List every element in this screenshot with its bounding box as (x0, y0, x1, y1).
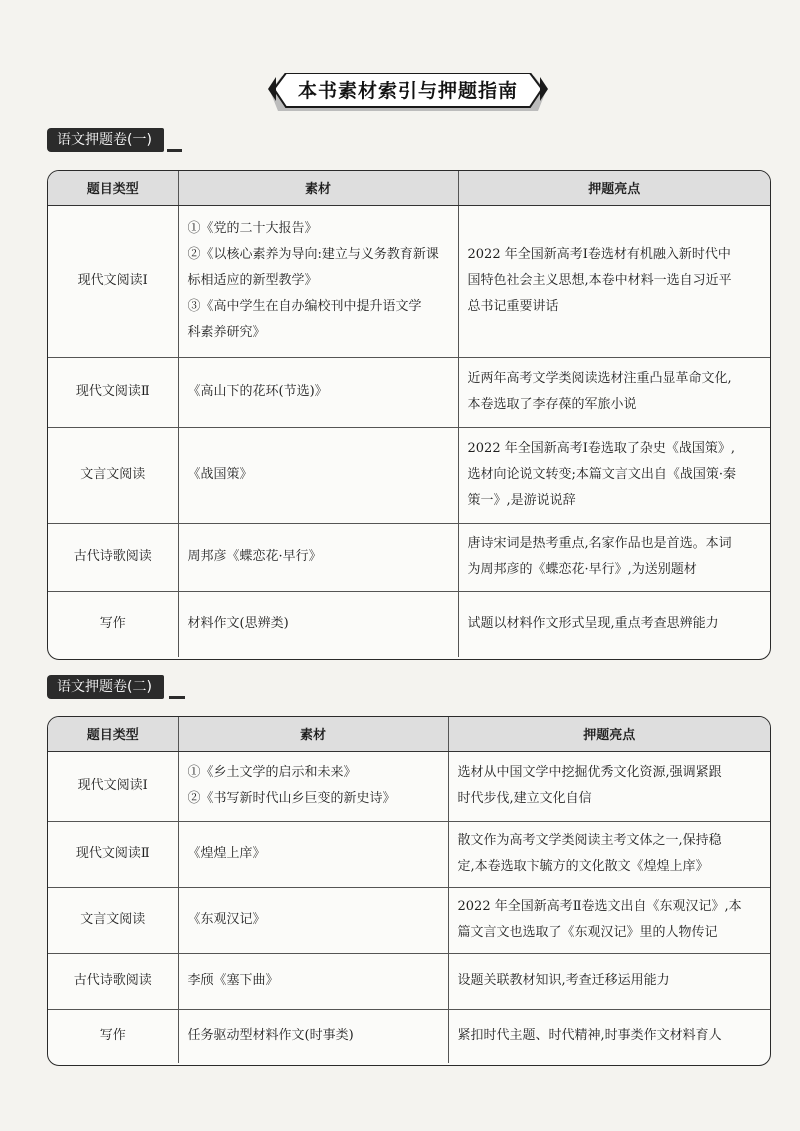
question-type: 现代文阅读Ⅱ (48, 357, 178, 427)
highlight-cell (448, 821, 770, 887)
material-line: ①《党的二十大报告》 (187, 221, 318, 236)
highlight-line: 2022 年全国新高考Ⅰ卷选取了杂史《战国策》, (467, 441, 735, 456)
column-header-type: 题目类型 (48, 717, 178, 751)
highlight-cell (458, 523, 770, 591)
table-row (48, 887, 770, 953)
material-cell (178, 591, 458, 657)
section-tab-paper-1 (47, 128, 182, 152)
question-type: 古代诗歌阅读 (48, 523, 178, 591)
material-cell (178, 205, 458, 357)
question-type: 写作 (48, 1009, 178, 1063)
material-line: 标相适应的新型教学》 (187, 273, 318, 288)
column-header-highlight: 押题亮点 (458, 171, 770, 205)
highlight-line: 散文作为高考文学类阅读主考文体之一,保持稳 (457, 833, 722, 848)
highlight-line: 紧扣时代主题、时代精神,时事类作文材料育人 (457, 1028, 722, 1044)
highlight-line: 唐诗宋词是热考重点,名家作品也是首选。本词 (467, 536, 732, 551)
material-cell (178, 1009, 448, 1063)
highlight-line: 策一》,是游说说辞 (467, 493, 576, 508)
question-type: 文言文阅读 (48, 427, 178, 523)
highlight-line: 近两年高考文学类阅读选材注重凸显革命文化, (467, 371, 732, 386)
highlight-cell (448, 751, 770, 821)
question-type: 现代文阅读Ⅰ (48, 205, 178, 357)
highlight-line: 2022 年全国新高考Ⅰ卷选材有机融入新时代中 (467, 247, 731, 262)
table-row (48, 523, 770, 591)
question-type: 写作 (48, 591, 178, 657)
highlight-cell (458, 357, 770, 427)
highlight-line: 篇文言文也选取了《东观汉记》里的人物传记 (457, 925, 718, 940)
index-table-paper-1 (47, 170, 771, 660)
material-line: ②《以核心素养为导向:建立与义务教育新课 (187, 247, 439, 262)
page-title-banner (268, 73, 548, 115)
table-row (48, 357, 770, 427)
highlight-line: 为周邦彦的《蝶恋花·早行》,为送别题材 (467, 562, 697, 577)
material-line: 材料作文(思辨类) (187, 616, 289, 632)
highlight-cell (448, 887, 770, 953)
column-header-highlight: 押题亮点 (448, 717, 770, 751)
highlight-line: 选材从中国文学中挖掘优秀文化资源,强调紧跟 (457, 765, 722, 780)
section-tab-paper-2 (47, 675, 185, 699)
highlight-cell (448, 953, 770, 1009)
highlight-line: 设题关联教材知识,考查迁移运用能力 (457, 973, 670, 988)
question-type: 现代文阅读Ⅱ (48, 821, 178, 887)
section-tab-underline (169, 696, 185, 699)
material-line: 《战国策》 (187, 467, 253, 482)
material-cell (178, 751, 448, 821)
table-row (48, 1009, 770, 1063)
table-row (48, 953, 770, 1009)
question-type: 文言文阅读 (48, 887, 178, 953)
highlight-cell (448, 1009, 770, 1063)
material-cell (178, 887, 448, 953)
material-cell (178, 357, 458, 427)
highlight-line: 定,本卷选取卞毓方的文化散文《煌煌上庠》 (457, 859, 709, 874)
highlight-cell (458, 591, 770, 657)
material-line: 周邦彦《蝶恋花·早行》 (187, 549, 322, 564)
table-row (48, 591, 770, 657)
material-line: 科素养研究》 (187, 325, 266, 340)
table-row (48, 821, 770, 887)
material-cell (178, 427, 458, 523)
highlight-line: 选材向论说文转变;本篇文言文出自《战国策·秦 (467, 467, 737, 482)
material-line: ③《高中学生在自办编校刊中提升语文学 (187, 299, 422, 314)
material-line: ①《乡土文学的启示和未来》 (187, 765, 357, 780)
material-cell (178, 953, 448, 1009)
highlight-line: 总书记重要讲话 (467, 299, 559, 314)
table-row (48, 427, 770, 523)
highlight-cell (458, 427, 770, 523)
material-line: 《煌煌上庠》 (187, 846, 266, 861)
question-type: 古代诗歌阅读 (48, 953, 178, 1009)
column-header-material: 素材 (178, 717, 448, 751)
section-tab-underline (167, 149, 182, 152)
highlight-cell (458, 205, 770, 357)
table-row (48, 205, 770, 357)
material-line: 《东观汉记》 (187, 912, 266, 927)
highlight-line: 2022 年全国新高考Ⅱ卷选文出自《东观汉记》,本 (457, 899, 742, 914)
material-cell (178, 821, 448, 887)
material-line: ②《书写新时代山乡巨变的新史诗》 (187, 791, 396, 806)
page-title: 本书素材索引与押题指南 (297, 80, 518, 102)
section-label: 语文押题卷(二) (47, 675, 164, 699)
highlight-line: 试题以材料作文形式呈现,重点考查思辨能力 (467, 616, 719, 632)
index-table-paper-2 (47, 716, 771, 1066)
material-cell (178, 523, 458, 591)
highlight-line: 时代步伐,建立文化自信 (457, 791, 592, 806)
section-label: 语文押题卷(一) (47, 128, 164, 152)
highlight-line: 本卷选取了李存葆的军旅小说 (467, 397, 637, 412)
material-line: 李颀《塞下曲》 (187, 973, 279, 988)
highlight-line: 国特色社会主义思想,本卷中材料一选自习近平 (467, 273, 732, 288)
question-type: 现代文阅读Ⅰ (48, 751, 178, 821)
material-line: 任务驱动型材料作文(时事类) (187, 1028, 354, 1044)
column-header-material: 素材 (178, 171, 458, 205)
column-header-type: 题目类型 (48, 171, 178, 205)
table-row (48, 751, 770, 821)
material-line: 《高山下的花环(节选)》 (187, 384, 328, 399)
